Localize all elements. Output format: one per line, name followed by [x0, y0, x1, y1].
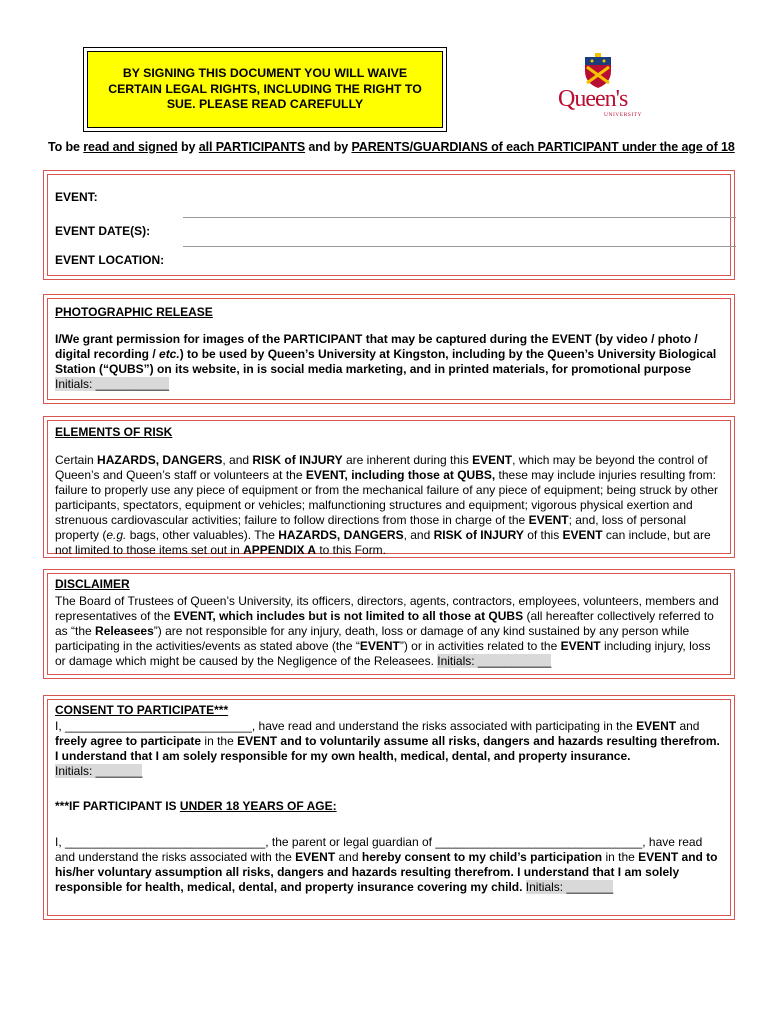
event-location-label: EVENT LOCATION:: [55, 253, 165, 267]
guardian-initials-field[interactable]: Initials: _______: [525, 880, 614, 894]
elements-of-risk-section: [43, 416, 735, 558]
photo-initials-field[interactable]: Initials: ___________: [55, 377, 170, 391]
consent-text: I, ____________________________, have read and understand the risks associated with participating in the EVENT and freely agree to participate in the EVENT and to voluntarily assume all risks, dangers and hazards resulting therefrom. I understand that I am solely responsible for my own health, medical, dental, and property insurance. Initials: _______: [55, 719, 720, 778]
photo-release-heading: PHOTOGRAPHIC RELEASE: [55, 305, 213, 319]
disclaimer-heading: DISCLAIMER: [55, 577, 130, 591]
waiver-warning-box: [83, 47, 447, 132]
disclaimer-section: [43, 569, 735, 679]
consent-initials-field[interactable]: Initials: _______: [55, 764, 143, 778]
risk-text: Certain HAZARDS, DANGERS, and RISK of INJURY are inherent during this EVENT, which may be beyond the control of Queen’s and Queen’s staff or volunteers at the EVENT, including those at QUBS, these may include injuries resulting from: failure to properly use any piece of equipment or from the mechanical failure of any piece of equipment; being struck by other participants, spectators, equipment or vehicles; malfunctioning structures and equipment; vigorous physical exertion and strenuous cardiovascular activities; failure to follow directions from those in charge of the EVENT; and, loss of personal property (e.g. bags, other valuables). The HAZARDS, DANGERS, and RISK of INJURY of this EVENT can include, but are not limited to those items set out in APPENDIX A to this Form.: [55, 453, 719, 557]
queens-crest-icon: [583, 53, 613, 89]
event-details-section: [43, 170, 735, 280]
waiver-warning-text: [87, 51, 443, 128]
risk-heading: ELEMENTS OF RISK: [55, 425, 173, 439]
guardian-consent-text: I, ______________________________, the parent or legal guardian of _______________________________, have read and understand the risks associated with the EVENT and hereby consent to my child’s participation in the EVENT and to his/her voluntary assumption all risks, dangers and hazards resulting therefrom. I understand that I am solely responsible for health, medical, dental, and property insurance covering my child. Initials: _______: [55, 835, 718, 894]
consent-heading: CONSENT TO PARTICIPATE***: [55, 703, 229, 717]
queens-logo: [553, 53, 643, 119]
disclaimer-text: The Board of Trustees of Queen’s University, its officers, directors, agents, contractors, employees, volunteers, members and representatives of the EVENT, which includes but is not limited to all those at QUBS (all hereafter collectively referred to as “the Releasees”) are not responsible for any injury, death, loss or damage of any kind sustained by any person while participating in the activities/events as stated above (the “EVENT”) or in activities related to the EVENT including injury, loss or damage which might be caused by the Negligence of the Releasees. Initials: ___________: [55, 594, 719, 668]
event-label: EVENT:: [55, 190, 98, 204]
consent-section: [43, 695, 735, 920]
event-dates-field-line[interactable]: [183, 246, 736, 247]
event-field-line[interactable]: [183, 217, 736, 218]
photo-release-text: I/We grant permission for images of the PARTICIPANT that may be captured during the EVENT (by video / photo / digital recording / etc.) to be used by Queen’s University at Kingston, including by the Queen’s University Biological Station (“QUBS”) on its website, in is social media marketing, and in printed materials, for promotional purpose Initials: ___________: [55, 332, 717, 391]
warning-line-3: SUE. PLEASE READ CAREFULLY: [166, 97, 364, 112]
minor-heading: ***IF PARTICIPANT IS UNDER 18 YEARS OF AGE:: [55, 799, 337, 813]
signing-instruction: To be read and signed by all PARTICIPANTS and by PARENTS/GUARDIANS of each PARTICIPANT under the age of 18: [48, 140, 735, 154]
warning-line-1: BY SIGNING THIS DOCUMENT YOU WILL WAIVE: [122, 66, 408, 81]
warning-line-2: CERTAIN LEGAL RIGHTS, INCLUDING THE RIGHT TO: [108, 81, 422, 96]
disclaimer-initials-field[interactable]: Initials: ___________: [437, 654, 552, 668]
photographic-release-section: [43, 294, 735, 404]
logo-subtitle: UNIVERSITY: [604, 112, 642, 118]
logo-wordmark: Queen's: [558, 86, 628, 112]
event-dates-label: EVENT DATE(S):: [55, 224, 151, 238]
